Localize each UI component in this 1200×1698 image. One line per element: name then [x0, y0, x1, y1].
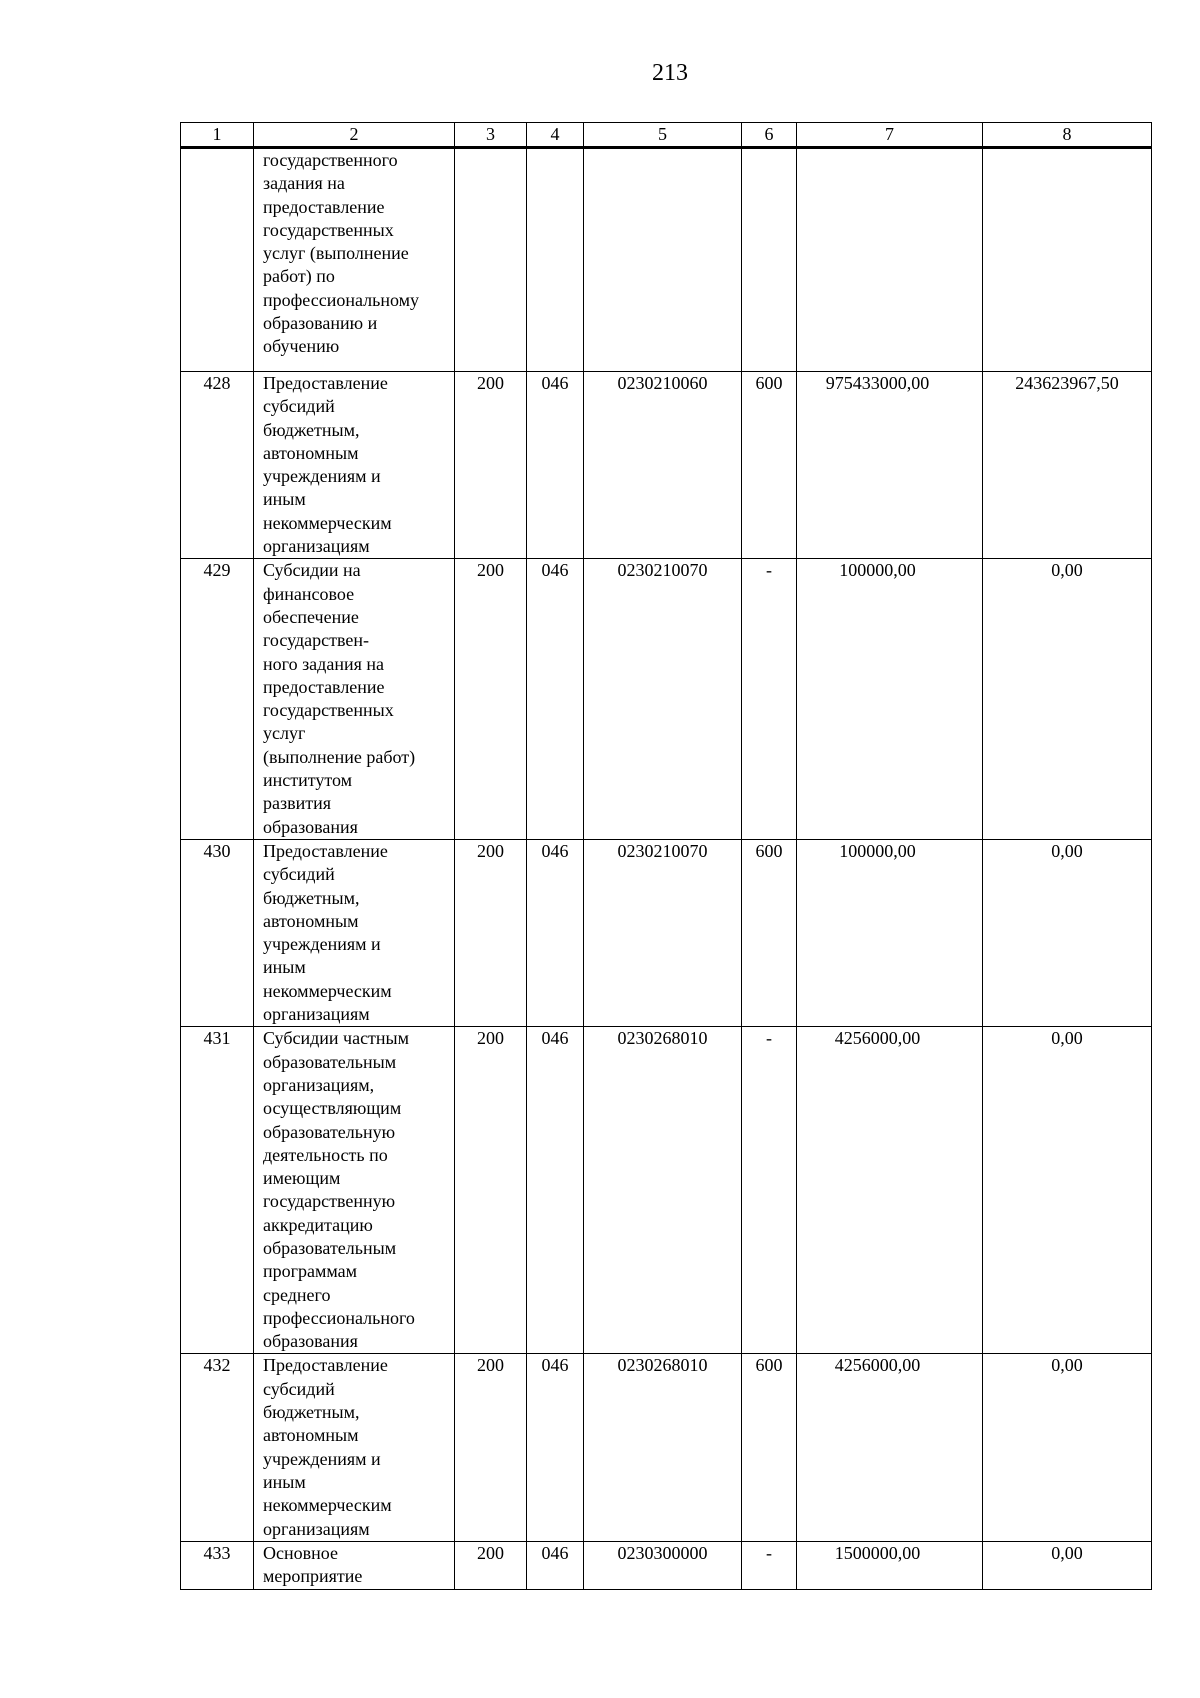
cell-col8: 0,00: [983, 839, 1152, 1026]
table-row: [181, 1354, 1152, 1541]
cell-col7: 1500000,00: [797, 1541, 983, 1589]
row-name: Предоставление субсидий бюджетным, автономным учреждениям и иным некоммерческим организациям: [254, 1354, 455, 1541]
cell-col8: 243623967,50: [983, 372, 1152, 559]
cell-col5: 0230210070: [584, 559, 742, 840]
cell-col6: 600: [742, 372, 797, 559]
cell-col8: 0,00: [983, 1354, 1152, 1541]
row-name: Субсидии частным образовательным организациям, осуществляющим образовательную деятельность по имеющим государственную аккредитацию образовательным программам среднего профессионального образования: [254, 1027, 455, 1354]
cell-col3: 200: [455, 839, 527, 1026]
cell-col4: 046: [527, 1027, 584, 1354]
column-header: 3: [455, 123, 527, 148]
cell-col3: 200: [455, 1027, 527, 1354]
row-number: 429: [181, 559, 254, 840]
cell-col5: 0230210070: [584, 839, 742, 1026]
table-row: [181, 839, 1152, 1026]
column-header: 7: [797, 123, 983, 148]
row-number: 432: [181, 1354, 254, 1541]
cell-col6: -: [742, 1027, 797, 1354]
cell-col4: 046: [527, 372, 584, 559]
cell-col3: [455, 148, 527, 372]
column-header: 8: [983, 123, 1152, 148]
row-name: Основное мероприятие: [254, 1541, 455, 1589]
column-header: 5: [584, 123, 742, 148]
column-header: 2: [254, 123, 455, 148]
cell-col7: [797, 148, 983, 372]
cell-col7: 4256000,00: [797, 1354, 983, 1541]
row-number: 430: [181, 839, 254, 1026]
cell-col5: [584, 148, 742, 372]
row-name: Предоставление субсидий бюджетным, автономным учреждениям и иным некоммерческим организациям: [254, 372, 455, 559]
cell-col5: 0230210060: [584, 372, 742, 559]
row-number: 428: [181, 372, 254, 559]
cell-col4: 046: [527, 559, 584, 840]
cell-col7: 975433000,00: [797, 372, 983, 559]
column-header: 1: [181, 123, 254, 148]
budget-table: [180, 122, 1152, 1590]
table-row: [181, 1541, 1152, 1589]
cell-col6: [742, 148, 797, 372]
cell-col6: -: [742, 1541, 797, 1589]
row-number: 431: [181, 1027, 254, 1354]
row-number: [181, 148, 254, 372]
cell-col5: 0230268010: [584, 1354, 742, 1541]
cell-col7: 4256000,00: [797, 1027, 983, 1354]
table-row: [181, 372, 1152, 559]
column-header: 4: [527, 123, 584, 148]
cell-col8: 0,00: [983, 559, 1152, 840]
cell-col6: -: [742, 559, 797, 840]
cell-col4: [527, 148, 584, 372]
row-name: Предоставление субсидий бюджетным, автономным учреждениям и иным некоммерческим организациям: [254, 839, 455, 1026]
page-number: 213: [652, 60, 688, 86]
cell-col3: 200: [455, 1541, 527, 1589]
table-row: [181, 148, 1152, 372]
cell-col4: 046: [527, 839, 584, 1026]
table-header-row: [181, 123, 1152, 148]
cell-col6: 600: [742, 1354, 797, 1541]
cell-col3: 200: [455, 559, 527, 840]
row-name: государственного задания на предоставление государственных услуг (выполнение работ) по профессиональному образованию и обучению: [254, 148, 455, 372]
cell-col3: 200: [455, 372, 527, 559]
cell-col5: 0230300000: [584, 1541, 742, 1589]
table-row: [181, 1027, 1152, 1354]
cell-col7: 100000,00: [797, 839, 983, 1026]
cell-col6: 600: [742, 839, 797, 1026]
cell-col7: 100000,00: [797, 559, 983, 840]
cell-col8: 0,00: [983, 1541, 1152, 1589]
cell-col8: 0,00: [983, 1027, 1152, 1354]
row-name: Субсидии на финансовое обеспечение государствен- ного задания на предоставление государственных услуг (выполнение работ) институтом развития образования: [254, 559, 455, 840]
column-header: 6: [742, 123, 797, 148]
cell-col4: 046: [527, 1354, 584, 1541]
row-number: 433: [181, 1541, 254, 1589]
cell-col3: 200: [455, 1354, 527, 1541]
table-row: [181, 559, 1152, 840]
cell-col4: 046: [527, 1541, 584, 1589]
cell-col8: [983, 148, 1152, 372]
cell-col5: 0230268010: [584, 1027, 742, 1354]
